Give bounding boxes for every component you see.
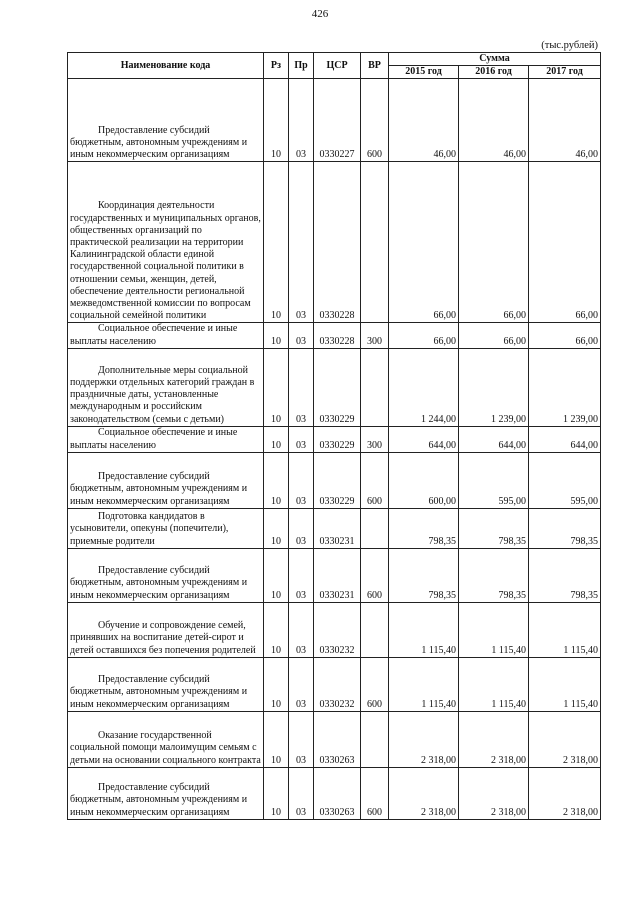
- row-rz: 10: [264, 162, 289, 323]
- row-csr: 0330229: [314, 348, 361, 426]
- row-pr: 03: [289, 323, 314, 348]
- table-body: [68, 79, 601, 819]
- table-row: [68, 452, 601, 508]
- row-pr: 03: [289, 79, 314, 162]
- table-row: [68, 348, 601, 426]
- row-name: Подготовка кандидатов в усыновители, опекуны (попечители), приемные родители: [68, 508, 264, 548]
- header-csr: ЦСР: [314, 53, 361, 79]
- table-row: [68, 711, 601, 767]
- row-rz: 10: [264, 767, 289, 819]
- header-2017: 2017 год: [529, 66, 601, 79]
- table-row: [68, 79, 601, 162]
- row-name: Предоставление субсидий бюджетным, автономным учреждениям и иным некоммерческим организациям: [68, 767, 264, 819]
- row-2017: 798,35: [529, 508, 601, 548]
- row-pr: 03: [289, 548, 314, 602]
- page-number: 426: [311, 8, 329, 20]
- row-csr: 0330229: [314, 452, 361, 508]
- row-rz: 10: [264, 508, 289, 548]
- row-2016: 798,35: [459, 508, 529, 548]
- table-row: [68, 548, 601, 602]
- row-rz: 10: [264, 426, 289, 452]
- row-2015: 2 318,00: [389, 767, 459, 819]
- row-2015: 46,00: [389, 79, 459, 162]
- row-pr: 03: [289, 657, 314, 711]
- row-rz: 10: [264, 602, 289, 657]
- row-csr: 0330228: [314, 162, 361, 323]
- row-vr: 600: [361, 548, 389, 602]
- row-pr: 03: [289, 711, 314, 767]
- row-rz: 10: [264, 79, 289, 162]
- row-pr: 03: [289, 602, 314, 657]
- row-2016: 46,00: [459, 79, 529, 162]
- row-rz: 10: [264, 657, 289, 711]
- row-name: Предоставление субсидий бюджетным, автономным учреждениям и иным некоммерческим организациям: [68, 657, 264, 711]
- row-pr: 03: [289, 162, 314, 323]
- row-name: Оказание государственной социальной помощи малоимущим семьям с детьми на основании социального контракта: [68, 711, 264, 767]
- row-pr: 03: [289, 426, 314, 452]
- row-csr: 0330263: [314, 767, 361, 819]
- row-2015: 1 244,00: [389, 348, 459, 426]
- table-row: [68, 508, 601, 548]
- row-pr: 03: [289, 452, 314, 508]
- row-2017: 1 239,00: [529, 348, 601, 426]
- header-vr: ВР: [361, 53, 389, 79]
- row-2017: 1 115,40: [529, 657, 601, 711]
- row-rz: 10: [264, 548, 289, 602]
- table-row: [68, 767, 601, 819]
- row-vr: [361, 348, 389, 426]
- row-2017: 644,00: [529, 426, 601, 452]
- row-2016: 1 115,40: [459, 602, 529, 657]
- table-row: [68, 323, 601, 348]
- row-name: Социальное обеспечение и иные выплаты населению: [68, 323, 264, 348]
- row-name: Дополнительные меры социальной поддержки отдельных категорий граждан в праздничные даты, установленные международным и российским законодательством (семьи с детьми): [68, 348, 264, 426]
- row-2017: 1 115,40: [529, 602, 601, 657]
- row-2015: 644,00: [389, 426, 459, 452]
- row-2016: 1 239,00: [459, 348, 529, 426]
- table-row: [68, 657, 601, 711]
- row-2016: 798,35: [459, 548, 529, 602]
- row-2015: 66,00: [389, 162, 459, 323]
- row-2015: 66,00: [389, 323, 459, 348]
- row-name: Предоставление субсидий бюджетным, автономным учреждениям и иным некоммерческим организациям: [68, 452, 264, 508]
- row-vr: 600: [361, 657, 389, 711]
- row-rz: 10: [264, 452, 289, 508]
- row-2016: 1 115,40: [459, 657, 529, 711]
- header-2015: 2015 год: [389, 66, 459, 79]
- row-2015: 798,35: [389, 508, 459, 548]
- row-rz: 10: [264, 323, 289, 348]
- row-vr: 300: [361, 426, 389, 452]
- units-label: (тыс.рублей): [541, 40, 598, 51]
- row-vr: 600: [361, 767, 389, 819]
- row-csr: 0330229: [314, 426, 361, 452]
- row-2015: 1 115,40: [389, 602, 459, 657]
- row-2016: 2 318,00: [459, 767, 529, 819]
- table-row: [68, 602, 601, 657]
- table-row: [68, 162, 601, 323]
- row-2017: 46,00: [529, 79, 601, 162]
- header-rz: Рз: [264, 53, 289, 79]
- budget-table: [67, 52, 601, 820]
- table-row: [68, 426, 601, 452]
- row-csr: 0330231: [314, 508, 361, 548]
- row-name: Социальное обеспечение и иные выплаты населению: [68, 426, 264, 452]
- row-csr: 0330232: [314, 657, 361, 711]
- row-2016: 66,00: [459, 323, 529, 348]
- row-pr: 03: [289, 348, 314, 426]
- row-pr: 03: [289, 767, 314, 819]
- row-2016: 595,00: [459, 452, 529, 508]
- row-rz: 10: [264, 711, 289, 767]
- row-2015: 600,00: [389, 452, 459, 508]
- row-2017: 2 318,00: [529, 711, 601, 767]
- row-2016: 2 318,00: [459, 711, 529, 767]
- row-2017: 66,00: [529, 162, 601, 323]
- row-csr: 0330228: [314, 323, 361, 348]
- row-2017: 66,00: [529, 323, 601, 348]
- row-2015: 798,35: [389, 548, 459, 602]
- row-2015: 2 318,00: [389, 711, 459, 767]
- row-rz: 10: [264, 348, 289, 426]
- row-vr: 600: [361, 452, 389, 508]
- row-pr: 03: [289, 508, 314, 548]
- row-vr: [361, 711, 389, 767]
- row-csr: 0330263: [314, 711, 361, 767]
- header-pr: Пр: [289, 53, 314, 79]
- header-name: Наименование кода: [68, 53, 264, 79]
- row-vr: [361, 602, 389, 657]
- row-vr: [361, 162, 389, 323]
- header-2016: 2016 год: [459, 66, 529, 79]
- row-2016: 644,00: [459, 426, 529, 452]
- row-csr: 0330232: [314, 602, 361, 657]
- row-name: Предоставление субсидий бюджетным, автономным учреждениям и иным некоммерческим организациям: [68, 79, 264, 162]
- row-vr: 300: [361, 323, 389, 348]
- row-2017: 595,00: [529, 452, 601, 508]
- row-name: Предоставление субсидий бюджетным, автономным учреждениям и иным некоммерческим организациям: [68, 548, 264, 602]
- row-csr: 0330231: [314, 548, 361, 602]
- row-vr: 600: [361, 79, 389, 162]
- row-2016: 66,00: [459, 162, 529, 323]
- header-sum: Сумма: [389, 53, 601, 66]
- row-2017: 2 318,00: [529, 767, 601, 819]
- row-csr: 0330227: [314, 79, 361, 162]
- row-2015: 1 115,40: [389, 657, 459, 711]
- row-2017: 798,35: [529, 548, 601, 602]
- row-name: Координация деятельности государственных и муниципальных органов, общественных организаций по практической реализации на территории Калининградской области единой государственной социальной политики в отношении семьи, женщин, детей, обеспечение деятельности региональной межведомственной комиссии по вопросам социальной семейной политики: [68, 162, 264, 323]
- row-vr: [361, 508, 389, 548]
- row-name: Обучение и сопровождение семей, принявших на воспитание детей-сирот и детей оставшихся без попечения родителей: [68, 602, 264, 657]
